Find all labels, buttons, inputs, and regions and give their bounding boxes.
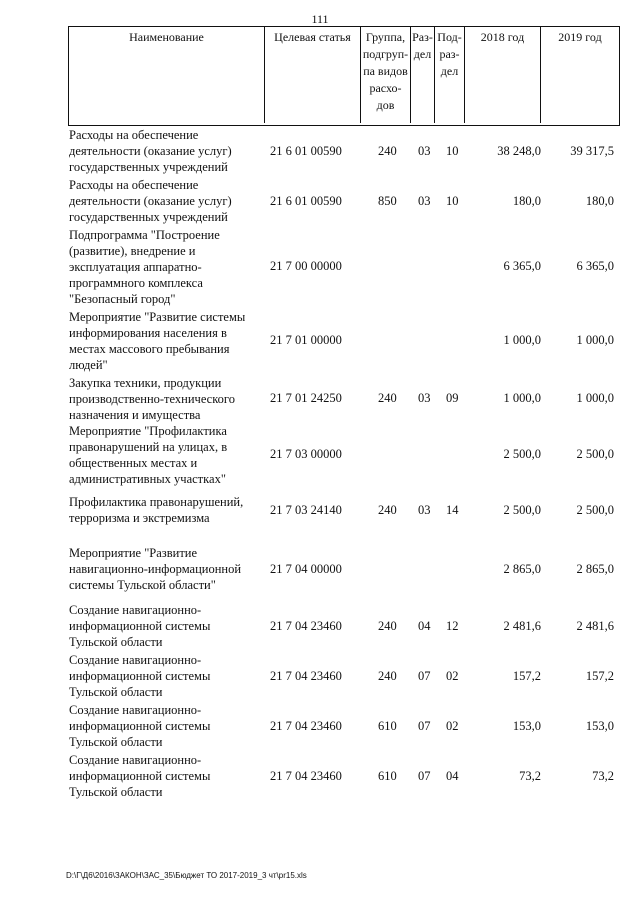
table-header xyxy=(68,26,620,126)
table-row xyxy=(0,375,640,425)
row-section: 07 xyxy=(418,719,431,733)
row-subsection: 10 xyxy=(446,194,459,208)
header-section: Раз-дел xyxy=(411,27,435,123)
file-path-footer: D:\Г\Д6\2016\ЗАКОН\ЗАС_35\Бюджет ТО 2017-2019_3 чт\pr15.xls xyxy=(66,871,307,880)
row-group: 850 xyxy=(378,194,397,208)
row-2019: 2 500,0 xyxy=(576,447,614,461)
row-group: 240 xyxy=(378,391,397,405)
row-2019: 2 500,0 xyxy=(576,503,614,517)
header-2018: 2018 год xyxy=(465,27,541,123)
row-2019: 1 000,0 xyxy=(576,391,614,405)
row-2018: 6 365,0 xyxy=(503,259,541,273)
row-name: Профилактика правонарушений, терроризма и экстремизма xyxy=(69,495,244,525)
row-code: 21 7 01 24250 xyxy=(270,391,342,405)
row-code: 21 7 03 00000 xyxy=(270,447,342,461)
row-name: Расходы на обеспечение деятельности (оказание услуг) государственных учреждений xyxy=(69,178,232,224)
row-2018: 153,0 xyxy=(512,719,541,733)
row-2019: 1 000,0 xyxy=(576,333,614,347)
row-subsection: 02 xyxy=(446,719,459,733)
row-2019: 73,2 xyxy=(592,769,614,783)
row-subsection: 10 xyxy=(446,144,459,158)
row-group: 240 xyxy=(378,619,397,633)
table-row xyxy=(0,227,640,309)
row-group: 240 xyxy=(378,669,397,683)
header-target: Целевая статья xyxy=(265,27,361,123)
row-code: 21 7 04 23460 xyxy=(270,769,342,783)
row-code: 21 7 04 23460 xyxy=(270,619,342,633)
row-2018: 180,0 xyxy=(512,194,541,208)
row-2018: 73,2 xyxy=(519,769,541,783)
row-name: Создание навигационно-информационной системы Тульской области xyxy=(69,753,211,799)
row-name: Создание навигационно-информационной системы Тульской области xyxy=(69,703,211,749)
header-group: Группа, подгруп-па видов расхо-дов xyxy=(361,27,411,123)
row-subsection: 14 xyxy=(446,503,459,517)
row-2019: 6 365,0 xyxy=(576,259,614,273)
row-2018: 1 000,0 xyxy=(503,391,541,405)
row-section: 03 xyxy=(418,503,431,517)
table-row xyxy=(0,423,640,489)
row-name: Подпрограмма "Построение (развитие), внедрение и эксплуатация аппаратно-программного комплекса "Безопасный город" xyxy=(69,228,220,306)
header-subsection: Под-раз-дел xyxy=(435,27,465,123)
table-row xyxy=(0,652,640,702)
row-2018: 2 481,6 xyxy=(503,619,541,633)
row-code: 21 7 04 00000 xyxy=(270,562,342,576)
row-name: Создание навигационно-информационной системы Тульской области xyxy=(69,653,211,699)
row-subsection: 04 xyxy=(446,769,459,783)
table-row xyxy=(0,602,640,652)
page-number: 111 xyxy=(311,12,329,26)
header-2019: 2019 год xyxy=(558,30,602,44)
row-2019: 2 481,6 xyxy=(576,619,614,633)
row-section: 03 xyxy=(418,391,431,405)
row-group: 240 xyxy=(378,144,397,158)
row-code: 21 7 00 00000 xyxy=(270,259,342,273)
row-subsection: 12 xyxy=(446,619,459,633)
row-section: 03 xyxy=(418,144,431,158)
table-row xyxy=(0,127,640,177)
row-2019: 180,0 xyxy=(585,194,614,208)
row-2018: 1 000,0 xyxy=(503,333,541,347)
row-2018: 2 500,0 xyxy=(503,447,541,461)
table-row xyxy=(0,545,640,601)
row-2019: 2 865,0 xyxy=(576,562,614,576)
row-2019: 157,2 xyxy=(585,669,614,683)
table-row xyxy=(0,752,640,802)
row-code: 21 6 01 00590 xyxy=(270,144,342,158)
row-2018: 2 865,0 xyxy=(503,562,541,576)
row-group: 240 xyxy=(378,503,397,517)
row-name: Создание навигационно-информационной системы Тульской области xyxy=(69,603,211,649)
row-code: 21 6 01 00590 xyxy=(270,194,342,208)
row-subsection: 09 xyxy=(446,391,459,405)
row-name: Закупка техники, продукции производственно-технического назначения и имущества xyxy=(69,376,235,422)
table-row xyxy=(0,309,640,375)
row-section: 04 xyxy=(418,619,431,633)
row-group: 610 xyxy=(378,719,397,733)
row-section: 03 xyxy=(418,194,431,208)
row-group: 610 xyxy=(378,769,397,783)
table-row xyxy=(0,702,640,752)
row-2018: 38 248,0 xyxy=(497,144,541,158)
table-row xyxy=(0,494,640,544)
row-section: 07 xyxy=(418,669,431,683)
header-name: Наименование xyxy=(69,27,265,123)
row-2019: 39 317,5 xyxy=(570,144,614,158)
row-name: Расходы на обеспечение деятельности (оказание услуг) государственных учреждений xyxy=(69,128,232,174)
row-name: Мероприятие "Развитие навигационно-информационной системы Тульской области" xyxy=(69,546,242,592)
row-code: 21 7 03 24140 xyxy=(270,503,342,517)
row-code: 21 7 04 23460 xyxy=(270,719,342,733)
row-2019: 153,0 xyxy=(585,719,614,733)
table-row xyxy=(0,177,640,227)
row-section: 07 xyxy=(418,769,431,783)
row-code: 21 7 04 23460 xyxy=(270,669,342,683)
row-2018: 2 500,0 xyxy=(503,503,541,517)
row-name: Мероприятие "Развитие системы информирования населения в местах массового пребывания людей" xyxy=(69,310,246,372)
row-subsection: 02 xyxy=(446,669,459,683)
row-2018: 157,2 xyxy=(512,669,541,683)
row-code: 21 7 01 00000 xyxy=(270,333,342,347)
row-name: Мероприятие "Профилактика правонарушений на улицах, в общественных местах и административных участках" xyxy=(69,424,228,486)
